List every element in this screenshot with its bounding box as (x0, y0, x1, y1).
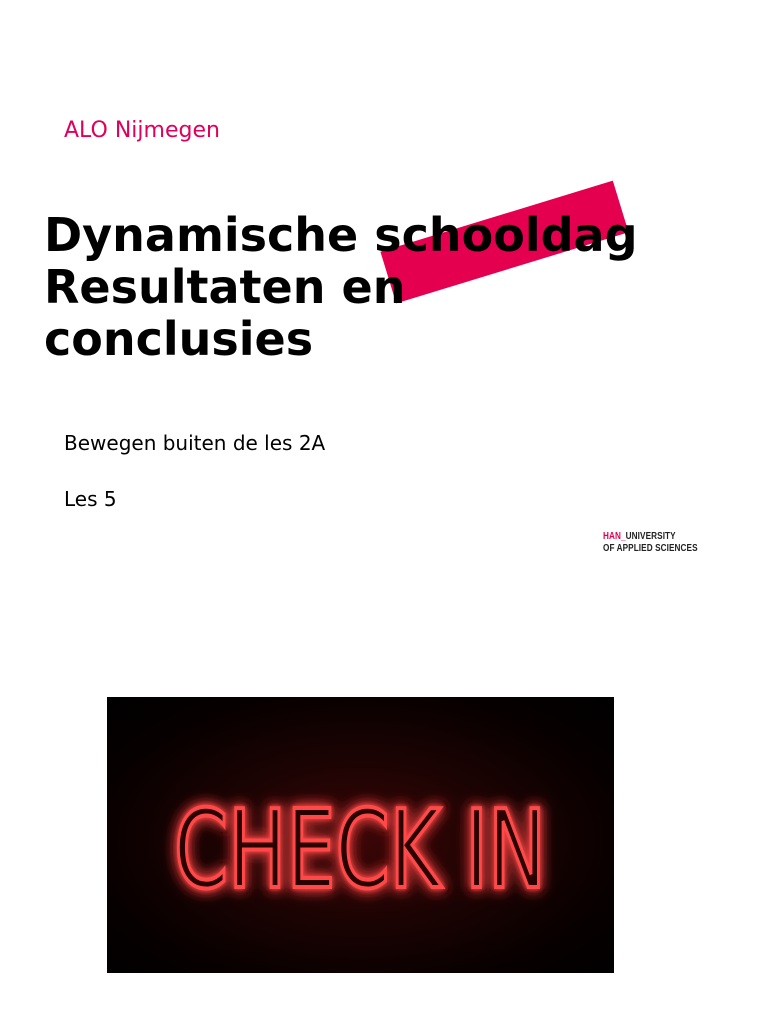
title-line-3: conclusies (44, 312, 314, 366)
lesson-label: Les 5 (64, 487, 117, 511)
logo-separator: _ (621, 531, 626, 542)
organization-label: ALO Nijmegen (64, 118, 220, 143)
title-line-2: Resultaten en (44, 260, 406, 314)
neon-sign-icon (107, 697, 614, 973)
title-line-1: Dynamische schooldag (44, 208, 638, 262)
slide-title (44, 209, 638, 365)
logo-university: UNIVERSITY (625, 531, 676, 542)
han-logo (603, 531, 698, 555)
logo-brand: HAN (603, 531, 622, 542)
logo-line-2: OF APPLIED SCIENCES (603, 543, 698, 554)
slide-subtitle: Bewegen buiten de les 2A (64, 431, 326, 455)
neon-sign-image (107, 697, 614, 973)
neon-sign-text: CHECK IN (174, 788, 546, 913)
logo-line-1 (603, 531, 698, 543)
